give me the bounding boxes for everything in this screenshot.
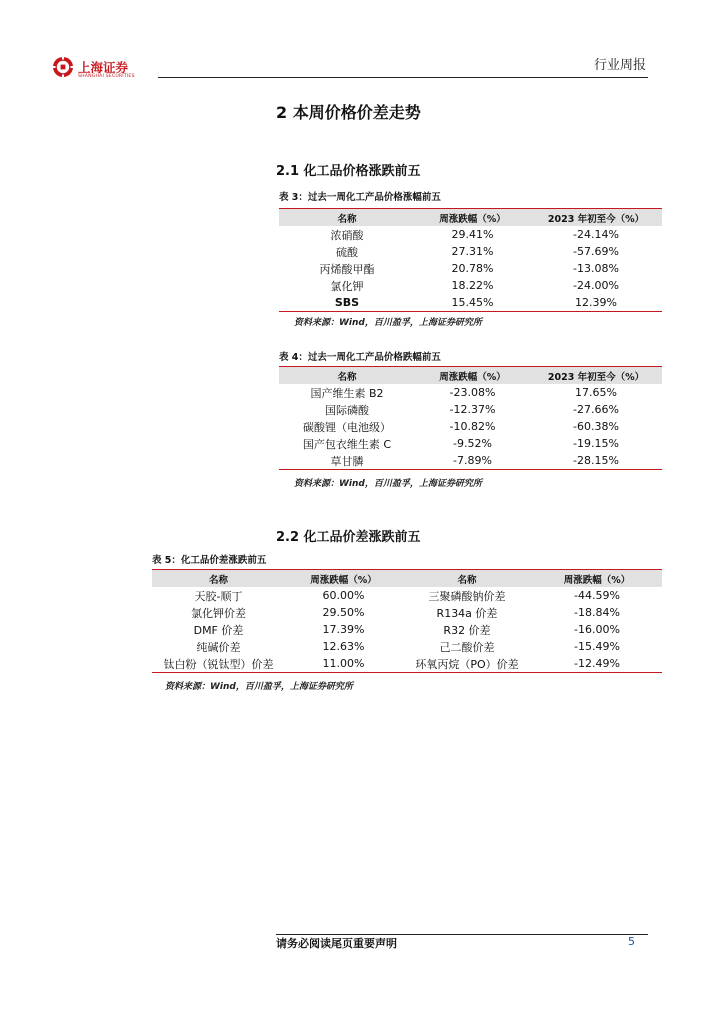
product-name: 硫酸 (336, 245, 358, 259)
weekly-change-down: -15.49% (574, 640, 620, 653)
weekly-change: 15.45% (415, 294, 530, 312)
weekly-change: -23.08% (449, 386, 496, 399)
column-header: 2023 年初至今（%） (530, 367, 662, 385)
table4 (279, 366, 662, 470)
table-row (279, 435, 662, 452)
subsection-title-2-2: 2.2 化工品价差涨跌前五 (276, 530, 421, 545)
weekly-change-up: 60.00% (322, 589, 365, 602)
shanghai-securities-logo (52, 56, 152, 82)
subsection-title-2-1: 2.1 化工品价格涨跌前五 (276, 164, 421, 179)
table-row (152, 621, 662, 638)
logo-text-cn: 上海证券 (78, 60, 129, 75)
table-row (279, 277, 662, 294)
weekly-change-up: 11.00% (285, 655, 402, 673)
weekly-change: 20.78% (451, 262, 494, 275)
weekly-change: -7.89% (415, 452, 530, 470)
table3 (279, 208, 662, 312)
column-header: 名称 (152, 570, 285, 588)
table4-source: 资料来源：Wind，百川盈孚，上海证券研究所 (294, 479, 482, 489)
table-header-row (279, 209, 662, 227)
table-row (279, 401, 662, 418)
product-name: 氯化钾 (330, 279, 364, 293)
table-row (279, 260, 662, 277)
table-header-row (279, 367, 662, 385)
product-name: 国产包衣维生素 C (302, 437, 392, 451)
table4-caption: 表 4：过去一周化工产品价格跌幅前五 (279, 352, 441, 363)
weekly-change: 27.31% (451, 245, 494, 258)
page-number: 5 (628, 935, 635, 948)
footer-disclaimer: 请务必阅读尾页重要声明 (276, 937, 397, 950)
column-header: 名称 (279, 209, 415, 227)
spread-name-up: 纯碱价差 (196, 640, 241, 654)
spread-name-up: 天胶-顺丁 (194, 589, 243, 603)
section-title: 2 本周价格价差走势 (276, 103, 421, 122)
ytd-change: 12.39% (530, 294, 662, 312)
weekly-change-up: 12.63% (322, 640, 365, 653)
ytd-change: -24.00% (573, 279, 619, 292)
table-row (279, 452, 662, 470)
table-row (152, 638, 662, 655)
spread-name-down: 环氧丙烷（PO）价差 (402, 655, 532, 673)
header-divider (158, 77, 648, 78)
product-name: 草甘膦 (279, 452, 415, 470)
weekly-change-down: -44.59% (574, 589, 620, 602)
spread-name-up: 氯化钾价差 (191, 606, 246, 620)
spread-name-down: 三聚磷酸钠价差 (428, 589, 506, 603)
weekly-change: -9.52% (453, 437, 492, 450)
ytd-change: -57.69% (573, 245, 619, 258)
product-name: 国际磷酸 (325, 403, 369, 417)
ytd-change: -19.15% (573, 437, 619, 450)
product-name: 浓硝酸 (330, 228, 364, 242)
column-header: 名称 (402, 570, 532, 588)
table5-source: 资料来源：Wind，百川盈孚，上海证券研究所 (165, 682, 353, 692)
column-header: 周涨跌幅（%） (415, 209, 530, 227)
ytd-change: 17.65% (575, 386, 617, 399)
ytd-change: -27.66% (573, 403, 619, 416)
spread-name-up: 钛白粉（锐钛型）价差 (152, 655, 285, 673)
weekly-change: 18.22% (451, 279, 494, 292)
spread-name-up: DMF 价差 (193, 623, 244, 637)
spread-name-down: R32 价差 (443, 623, 491, 637)
column-header: 名称 (279, 367, 415, 385)
table-header-row (152, 570, 662, 588)
report-type-label: 行业周报 (593, 58, 646, 73)
ytd-change: -28.15% (530, 452, 662, 470)
weekly-change-up: 29.50% (322, 606, 365, 619)
weekly-change-down: -18.84% (574, 606, 620, 619)
weekly-change-down: -16.00% (574, 623, 620, 636)
weekly-change: -12.37% (449, 403, 496, 416)
column-header: 2023 年初至今（%） (530, 209, 662, 227)
table3-source: 资料来源：Wind，百川盈孚，上海证券研究所 (294, 318, 482, 328)
spread-name-down: 己二酸价差 (439, 640, 495, 654)
table-row (279, 418, 662, 435)
weekly-change-down: -12.49% (532, 655, 662, 673)
product-name: 丙烯酸甲酯 (319, 262, 375, 276)
table-row (279, 243, 662, 260)
column-header: 周涨跌幅（%） (415, 367, 530, 385)
table-row (152, 655, 662, 673)
table-row (279, 384, 662, 401)
table3-caption: 表 3：过去一周化工产品价格涨幅前五 (279, 192, 441, 203)
column-header: 周涨跌幅（%） (532, 570, 662, 588)
table-row (279, 226, 662, 243)
weekly-change: 29.41% (451, 228, 494, 241)
logo-emblem-icon (52, 56, 74, 78)
logo-text-en: SHANGHAI SECURITIES (78, 74, 135, 79)
spread-name-down: R134a 价差 (436, 606, 498, 620)
table-row (279, 294, 662, 312)
ytd-change: -24.14% (573, 228, 619, 241)
ytd-change: -60.38% (573, 420, 619, 433)
product-name: 碳酸锂（电池级） (303, 420, 391, 434)
product-name: SBS (279, 294, 415, 312)
table5 (152, 569, 662, 673)
weekly-change: -10.82% (449, 420, 496, 433)
product-name: 国产维生素 B2 (310, 386, 384, 400)
weekly-change-up: 17.39% (322, 623, 365, 636)
column-header: 周涨跌幅（%） (285, 570, 402, 588)
table5-caption: 表 5：化工品价差涨跌前五 (152, 555, 267, 566)
ytd-change: -13.08% (573, 262, 619, 275)
table-row (152, 587, 662, 604)
table-row (152, 604, 662, 621)
